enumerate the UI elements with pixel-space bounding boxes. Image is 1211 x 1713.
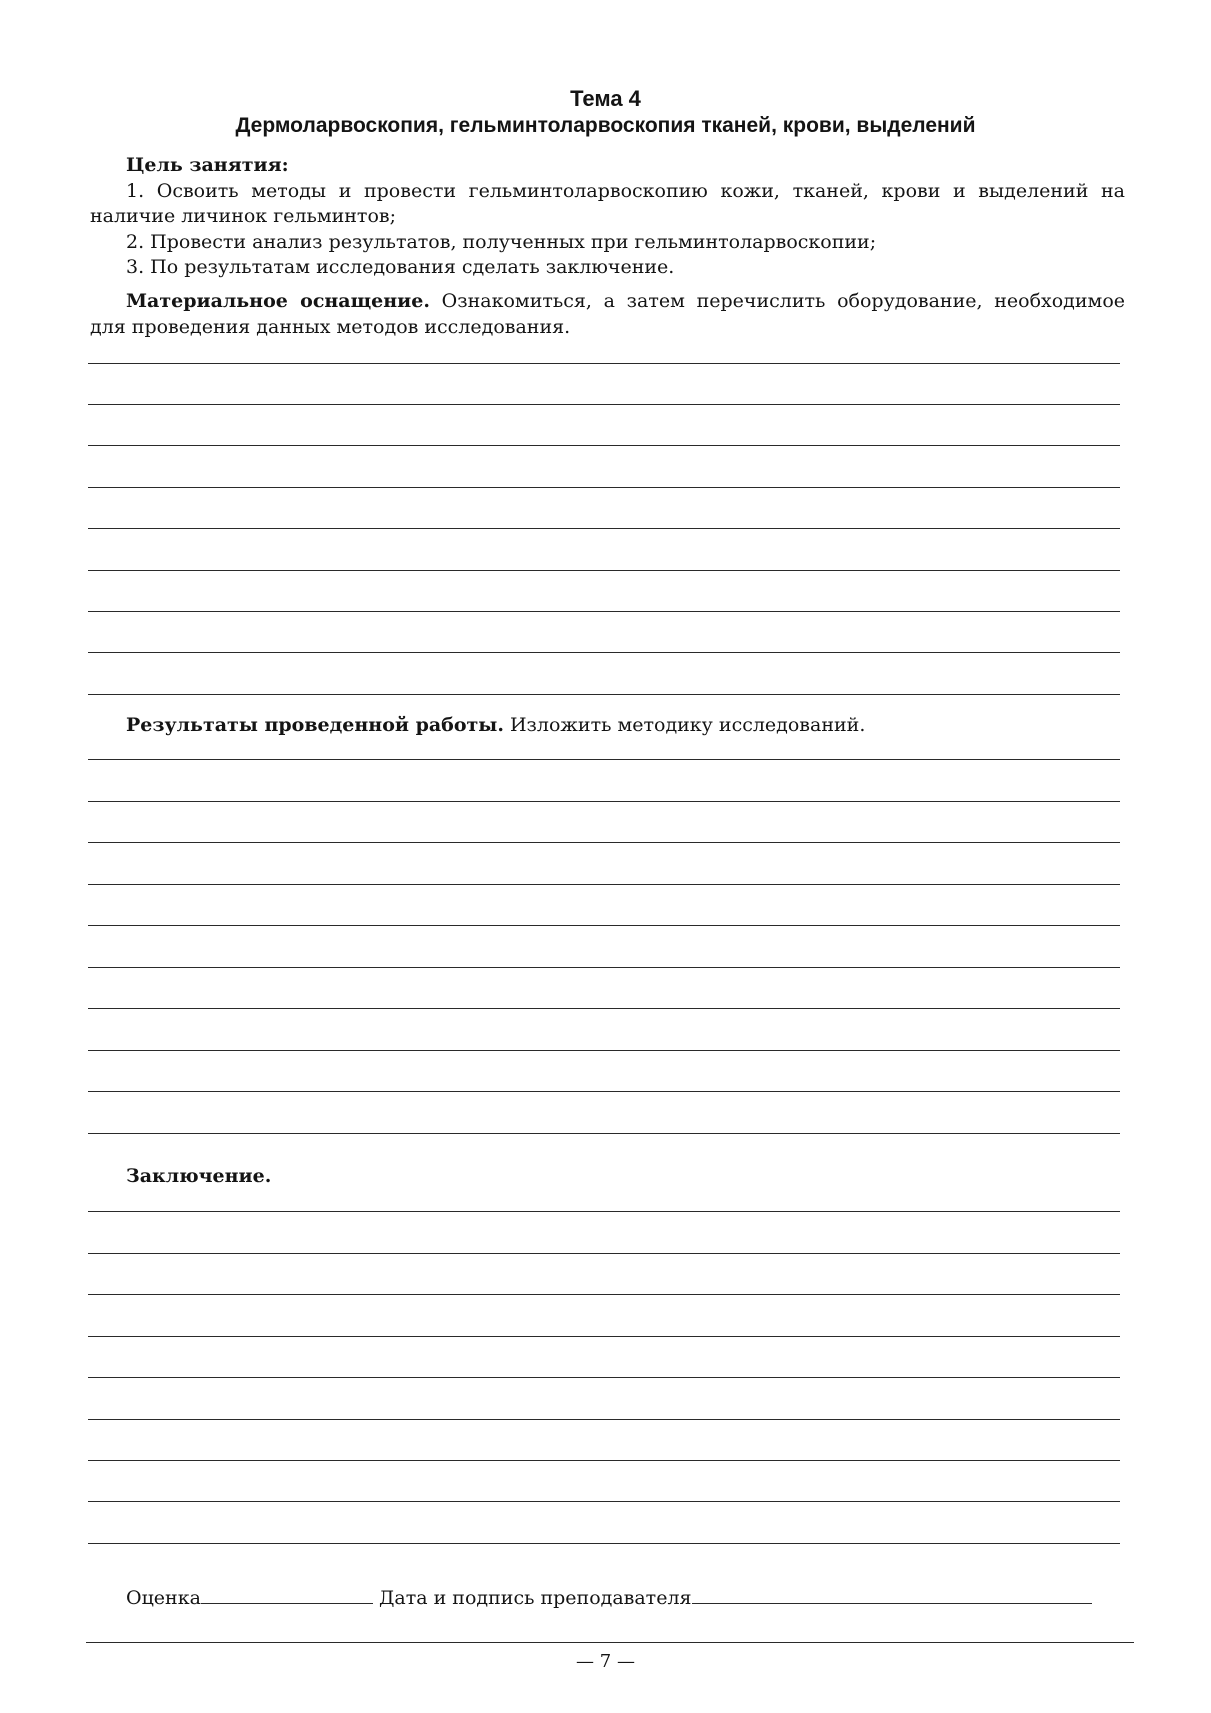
materials-write-line[interactable] (88, 611, 1120, 612)
results-text: Изложить методику исследований. (503, 714, 866, 736)
goal-item-2: 2. Провести анализ результатов, полученных при гельминтоларвоскопии; (126, 230, 877, 253)
materials-write-line[interactable] (88, 363, 1120, 364)
materials-write-line[interactable] (88, 404, 1120, 405)
conclusion-write-line[interactable] (88, 1211, 1120, 1212)
conclusion-write-line[interactable] (88, 1501, 1120, 1502)
conclusion-write-line[interactable] (88, 1543, 1120, 1544)
materials-write-line[interactable] (88, 652, 1120, 653)
results-write-line[interactable] (88, 884, 1120, 885)
materials-write-line[interactable] (88, 445, 1120, 446)
results-label: Результаты проведенной работы. (126, 714, 504, 736)
results-write-line[interactable] (88, 759, 1120, 760)
conclusion-write-line[interactable] (88, 1419, 1120, 1420)
conclusion-write-line[interactable] (88, 1294, 1120, 1295)
page-number: — 7 — (576, 1651, 635, 1672)
materials-write-line[interactable] (88, 487, 1120, 488)
conclusion-paragraph (126, 1163, 271, 1189)
conclusion-write-line[interactable] (88, 1460, 1120, 1461)
conclusion-write-line[interactable] (88, 1336, 1120, 1337)
conclusion-write-line[interactable] (88, 1377, 1120, 1378)
materials-text: Ознакомиться, а затем перечислить оборудование, необходимое для проведения данных методов исследования. (90, 290, 1126, 338)
footer-divider (86, 1642, 1134, 1643)
goal-label: Цель занятия: (126, 154, 289, 176)
conclusion-write-line[interactable] (88, 1253, 1120, 1254)
results-write-line[interactable] (88, 967, 1120, 968)
materials-label: Материальное оснащение. (126, 290, 430, 312)
teacher-signature-label: Дата и подпись преподавателя (378, 1587, 692, 1609)
results-write-line[interactable] (88, 925, 1120, 926)
results-write-line[interactable] (88, 1133, 1120, 1134)
materials-paragraph (90, 289, 1125, 340)
results-write-line[interactable] (88, 1091, 1120, 1092)
results-write-line[interactable] (88, 1008, 1120, 1009)
signature-row (126, 1583, 1092, 1611)
goal-item-3: 3. По результатам исследования сделать заключение. (126, 256, 675, 278)
topic-title: Тема 4 (570, 86, 641, 111)
grade-blank[interactable] (201, 1583, 373, 1604)
results-write-line[interactable] (88, 1050, 1120, 1051)
results-write-line[interactable] (88, 842, 1120, 843)
grade-label: Оценка (126, 1587, 201, 1609)
goal-item-1: 1. Освоить методы и провести гельминтоларвоскопию кожи, тканей, крови и выделений на наличие личинок гельминтов; (90, 179, 1125, 227)
conclusion-label: Заключение. (126, 1165, 272, 1187)
results-write-line[interactable] (88, 801, 1120, 802)
results-paragraph (126, 712, 865, 738)
goal-section (90, 153, 1125, 281)
materials-write-line[interactable] (88, 528, 1120, 529)
materials-write-line[interactable] (88, 694, 1120, 695)
materials-write-line[interactable] (88, 570, 1120, 571)
teacher-signature-blank[interactable] (692, 1583, 1092, 1604)
topic-subtitle: Дермоларвоскопия, гельминтоларвоскопия тканей, крови, выделений (235, 114, 976, 137)
